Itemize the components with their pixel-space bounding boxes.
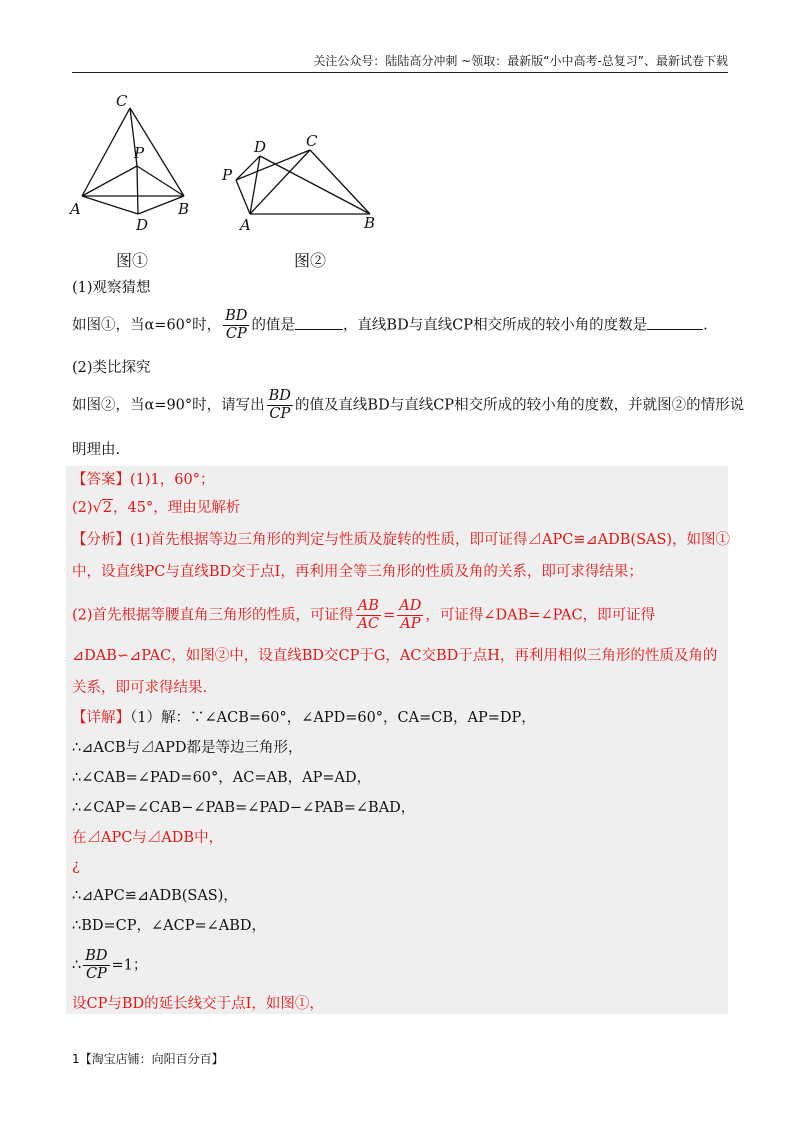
- frac-numerator: AB: [356, 598, 382, 616]
- part2-question: [72, 388, 744, 423]
- fig1-caption: 图①: [116, 251, 149, 270]
- ad-over-ap-fraction: [397, 598, 423, 633]
- fig1-label-a: A: [70, 200, 81, 218]
- part1-text-c: ，直线BD与直线CP相交所成的较小角的度数是: [342, 317, 648, 334]
- answer-part2: ，45°，理由见解析: [113, 500, 241, 516]
- fig2-caption: 图②: [294, 251, 327, 270]
- fig2-label-b: B: [364, 214, 376, 232]
- frac-denominator: AC: [357, 616, 380, 632]
- detail-line-9: [72, 948, 147, 983]
- part1-end: .: [703, 317, 708, 334]
- frac-numerator: BD: [85, 948, 108, 964]
- figure-1-lines: [82, 108, 184, 214]
- frac-denominator: AP: [400, 616, 421, 632]
- detail-line-10: 设CP与BD的延长线交于点I，如图①，: [72, 996, 324, 1012]
- part2-text-b: 的值及直线BD与直线CP相交所成的较小角的度数，并就图②的情形说: [294, 397, 745, 414]
- detail-line-2: ∴⊿ACB与⊿APD都是等边三角形，: [72, 740, 303, 756]
- figure-2-lines: [236, 150, 370, 214]
- page-footer: 1【淘宝店铺：向阳百分百】: [72, 1052, 224, 1066]
- fig1-label-d: D: [136, 216, 149, 234]
- answer-blank-2: [647, 315, 703, 330]
- analysis-text-3b: ，可证得∠DAB=∠PAC，即可证得: [425, 607, 656, 624]
- analysis-line-3: [72, 598, 655, 633]
- ab-over-ac-fraction: [356, 598, 382, 633]
- analysis-line-5: 关系，即可求得结果.: [72, 680, 208, 696]
- frac-numerator: BD: [268, 388, 291, 404]
- detail-text-1: （1）解：∵∠ACB=60°，∠APD=60°，CA=CB，AP=DP，: [130, 710, 536, 726]
- answer-line-1: [72, 470, 214, 490]
- detail-line-8: ∴BD=CP，∠ACP=∠ABD，: [72, 918, 267, 934]
- detail-line-5: 在⊿APC与⊿ADB中，: [72, 830, 224, 846]
- detail-line-1: [72, 708, 536, 728]
- figures: [60, 92, 420, 272]
- fig1-label-b: B: [178, 200, 190, 218]
- answer-tag: 【答案】: [72, 472, 130, 488]
- part1-text-a: 如图①，当α=60°时，: [72, 317, 222, 334]
- analysis-text-1: (1)首先根据等边三角形的判定与性质及旋转的性质，即可证得⊿APC≌⊿ADB(SAS)，如图①: [130, 532, 731, 548]
- part1-question: [72, 308, 708, 343]
- answer-part2-prefix: (2): [72, 500, 93, 516]
- part1-text-b: 的值是: [251, 317, 295, 334]
- bd-over-cp-result: [83, 948, 109, 983]
- frac-numerator: BD: [225, 308, 248, 324]
- answer-blank-1: [295, 315, 343, 330]
- analysis-text-3a: (2)首先根据等腰直角三角形的性质，可证得: [72, 607, 354, 624]
- detail-line-6: ¿: [72, 858, 80, 874]
- detail-line-4: ∴∠CAP=∠CAB−∠PAB=∠PAD−∠PAB=∠BAD，: [72, 800, 416, 816]
- analysis-line-1: [72, 530, 730, 550]
- bd-over-cp-fraction-2: [267, 388, 293, 423]
- geometry-figures: [60, 92, 420, 272]
- page-header: 关注公众号：陆陆高分冲刺 ~领取：最新版“小中高考-总复习”、最新试卷下载: [313, 54, 728, 68]
- fig1-label-p: P: [134, 144, 145, 162]
- equals-one: =1；: [111, 957, 148, 974]
- bd-over-cp-fraction: [223, 308, 249, 343]
- analysis-line-4: ⊿DAB∽⊿PAC，如图②中，设直线BD交CP于G，AC交BD于点H，再利用相似三角形的性质及角的: [72, 648, 718, 664]
- detail-tag: 【详解】: [72, 710, 130, 726]
- frac-denominator: CP: [225, 326, 247, 342]
- frac-denominator: CP: [85, 966, 107, 982]
- sqrt-radicand: 2: [102, 500, 113, 516]
- fig1-label-c: C: [116, 92, 128, 110]
- detail-line-3: ∴∠CAB=∠PAD=60°，AC=AB，AP=AD，: [72, 770, 372, 786]
- fig2-label-p: P: [222, 166, 233, 184]
- detail-line-7: ∴⊿APC≌⊿ADB(SAS)，: [72, 888, 238, 904]
- frac-numerator: AD: [399, 598, 422, 614]
- analysis-line-2: 中，设直线PC与直线BD交于点I，再利用全等三角形的性质及角的关系，即可求得结果；: [72, 564, 643, 580]
- answer-part1: (1)1，60°；: [130, 472, 215, 488]
- frac-denominator: CP: [269, 406, 291, 422]
- part2-text-c: 明理由.: [72, 442, 121, 458]
- analysis-tag: 【分析】: [72, 532, 130, 548]
- fig2-label-d: D: [254, 138, 267, 156]
- header-rule: [72, 72, 728, 73]
- answer-line-2: (2)√2，45°，理由见解析: [72, 500, 241, 516]
- therefore-symbol: ∴: [72, 957, 82, 974]
- fig2-label-a: A: [240, 216, 251, 234]
- part1-title: (1)观察猜想: [72, 280, 151, 296]
- part2-text-a: 如图②，当α=90°时，请写出: [72, 397, 265, 414]
- fig2-label-c: C: [306, 132, 318, 150]
- equals-sign: =: [383, 607, 396, 624]
- part2-title: (2)类比探究: [72, 360, 151, 376]
